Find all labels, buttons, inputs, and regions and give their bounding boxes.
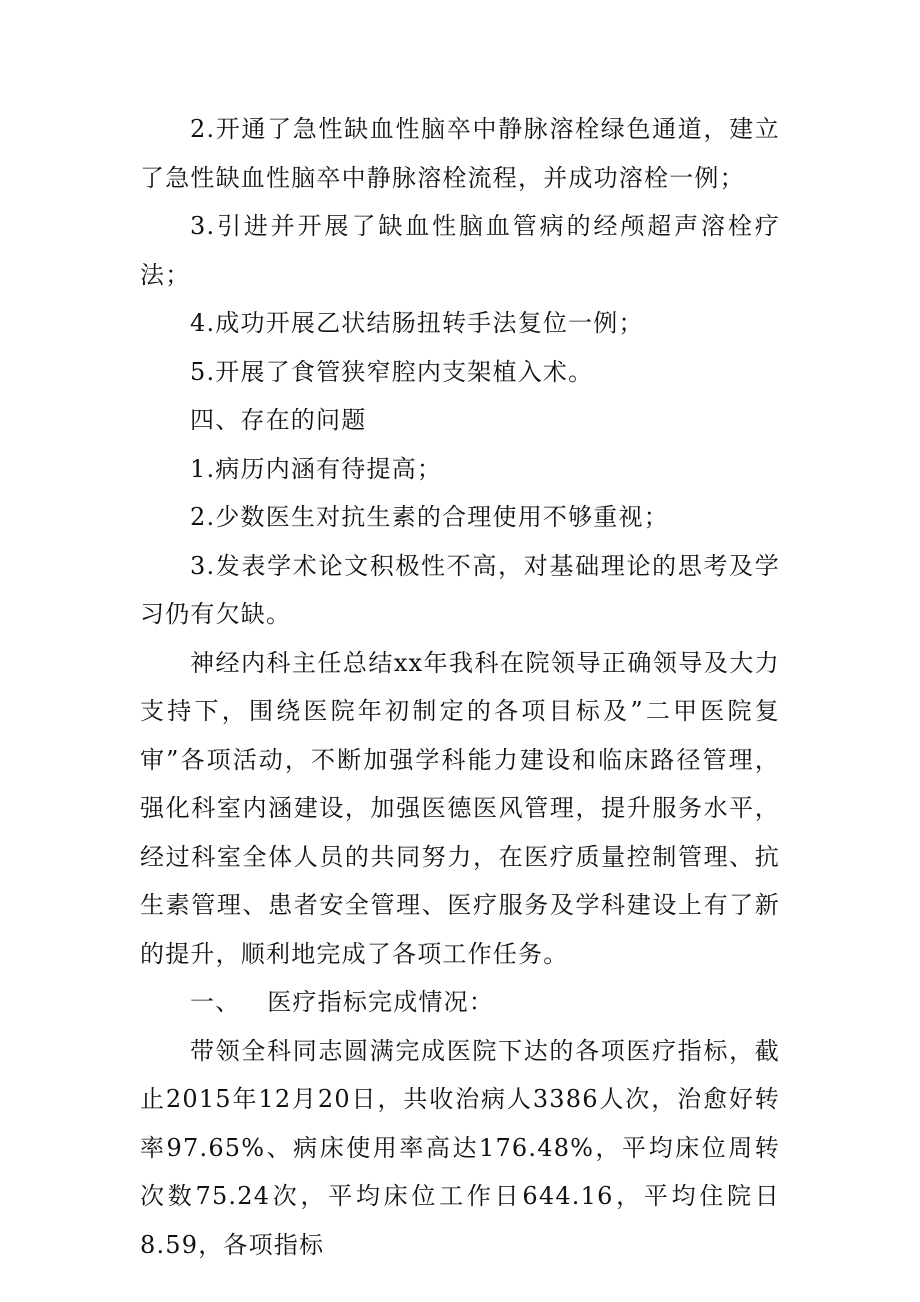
problem-item-2: 2.少数医生对抗生素的合理使用不够重视；	[190, 503, 669, 531]
problem-item-3: 3.发表学术论文积极性不高，对基础理论的思考及学习仍有欠缺。	[140, 551, 780, 628]
paragraph-item-3: 3.引进并开展了缺血性脑血管病的经颅超声溶栓疗法；	[140, 212, 780, 289]
section-heading-problems: 四、存在的问题	[190, 406, 367, 434]
document-body	[140, 105, 780, 1269]
section-heading-medical-indicators: 一、 医疗指标完成情况：	[190, 988, 495, 1016]
problem-item-1: 1.病历内涵有待提高；	[190, 454, 443, 483]
paragraph-item-5: 5.开展了食管狭窄腔内支架植入术。	[190, 357, 594, 386]
paragraph-item-4: 4.成功开展乙状结肠扭转手法复位一例；	[190, 309, 644, 337]
indicators-paragraph: 带领全科同志圆满完成医院下达的各项医疗指标，截止2015年12月20日，共收治病人3386人次，治愈好转率97.65%、病床使用率高达176.48%，平均床位周转次数75.24次，平均床位工作日644.16，平均住院日8.59，各项指标	[140, 1036, 780, 1259]
paragraph-item-2: 2.开通了急性缺血性脑卒中静脉溶栓绿色通道，建立了急性缺血性脑卒中静脉溶栓流程，并成功溶栓一例；	[140, 115, 780, 192]
summary-paragraph: 神经内科主任总结xx年我科在院领导正确领导及大力支持下，围绕医院年初制定的各项目标及”二甲医院复审”各项活动，不断加强学科能力建设和临床路径管理，强化科室内涵建设，加强医德医风管理，提升服务水平，经过科室全体人员的共同努力，在医疗质量控制管理、抗生素管理、患者安全管理、医疗服务及学科建设上有了新的提升，顺利地完成了各项工作任务。	[140, 648, 780, 968]
